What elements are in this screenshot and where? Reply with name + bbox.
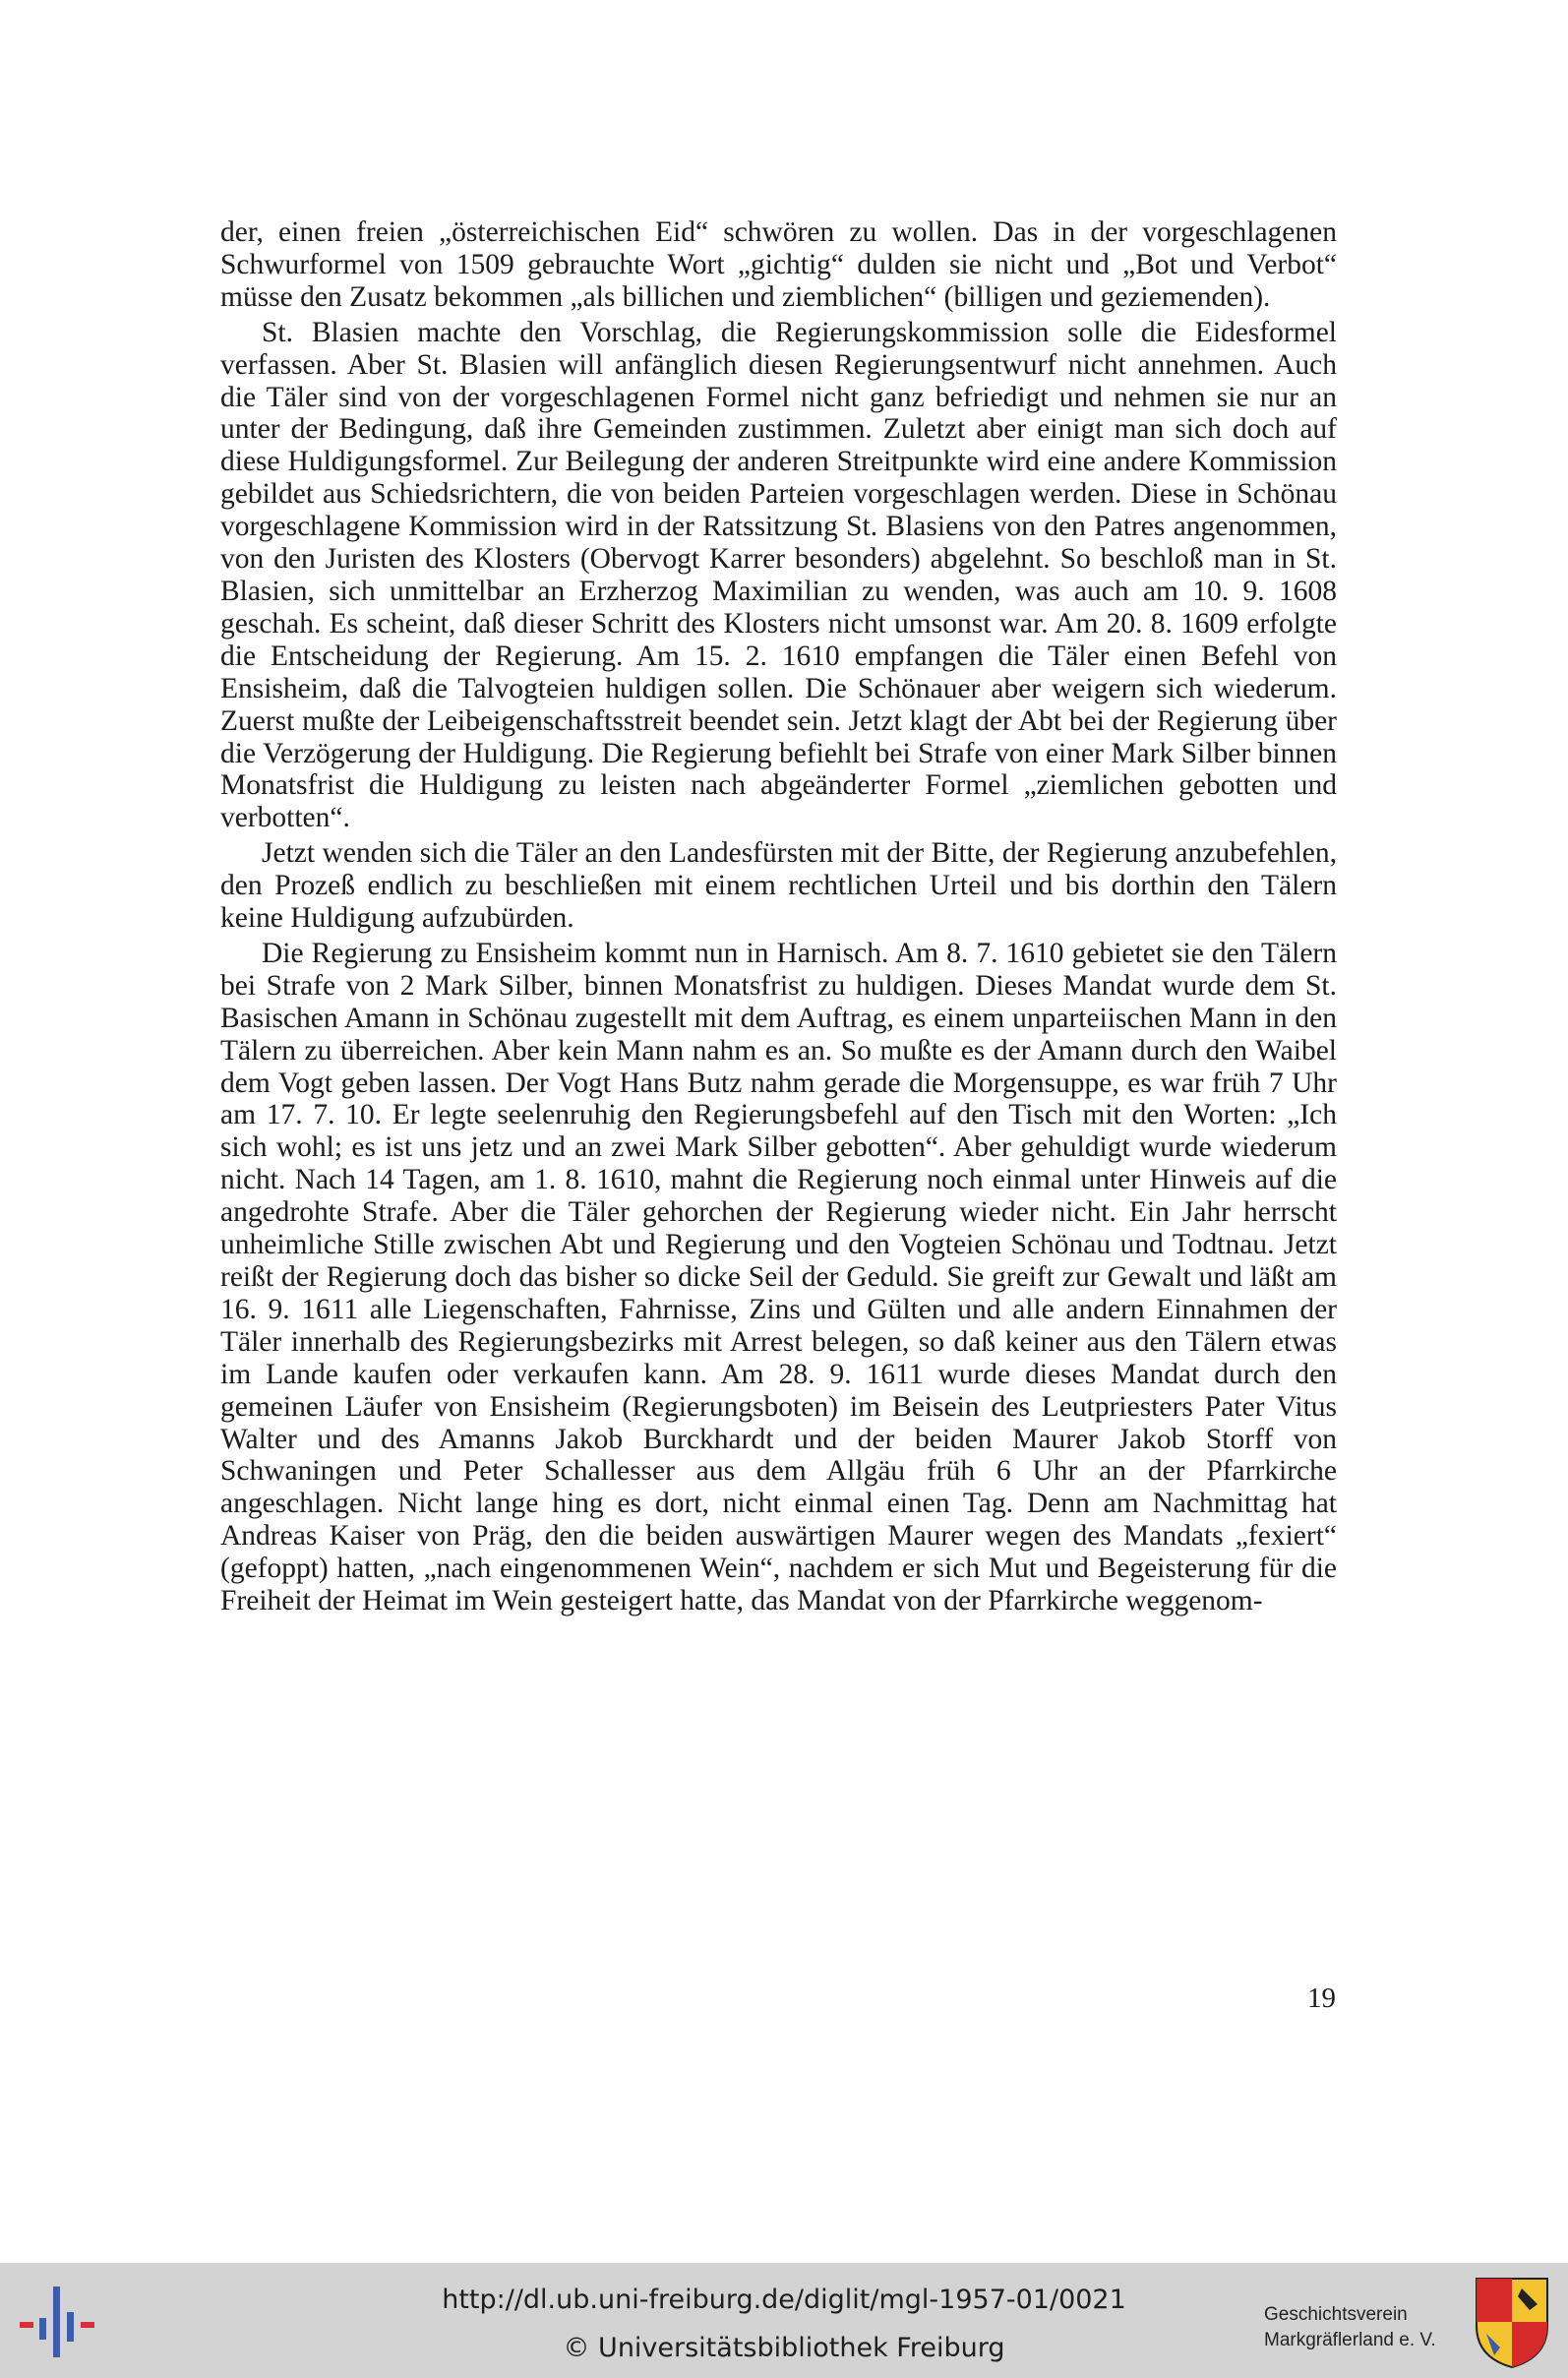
viewer-footer — [0, 2263, 1568, 2378]
body-text — [220, 216, 1337, 1620]
copyright-text: © Universitätsbibliothek Freiburg — [563, 2333, 1005, 2363]
paragraph-3: Jetzt wenden sich die Täler an den Landesfürsten mit der Bitte, der Regierung anzubefehlen, den Prozeß endlich zu beschließen mit einem rechtlichen Urteil und bis dorthin den Tälern keine Huldigung aufzubürden. — [220, 837, 1337, 935]
coat-of-arms-icon — [1473, 2275, 1551, 2369]
page-number: 19 — [1307, 1982, 1336, 2014]
society-name — [1264, 2302, 1466, 2353]
document-url-link[interactable]: http://dl.ub.uni-freiburg.de/diglit/mgl-1957-01/0021 — [442, 2285, 1126, 2315]
society-line-1: Geschichtsverein — [1264, 2304, 1408, 2325]
paragraph-2: St. Blasien machte den Vorschlag, die Regierungskommission solle die Eidesformel verfassen. Aber St. Blasien will anfänglich diesen Regierungsentwurf nicht annehmen. Auch die Täler sind von der vorgeschlagenen Formel nicht ganz befriedigt und nehmen sie nur an unter der Bedingung, daß ihre Gemeinden zustimmen. Zuletzt aber einigt man sich doch auf diese Huldigungsformel. Zur Beilegung der anderen Streitpunkte wird eine andere Kommission gebildet aus Schiedsrichtern, die von beiden Parteien vorgeschlagen werden. Diese in Schönau vorgeschlagene Kommission wird in der Ratssitzung St. Blasiens von den Patres angenommen, von den Juristen des Klosters (Obervogt Karrer besonders) abgelehnt. So beschloß man in St. Blasien, sich unmittelbar an Erzherzog Maximilian zu wenden, was auch am 10. 9. 1608 geschah. Es scheint, daß dieser Schritt des Klosters nicht umsonst war. Am 20. 8. 1609 erfolgte die Entscheidung der Regierung. Am 15. 2. 1610 empfangen die Täler einen Befehl von Ensisheim, daß die Talvogteien huldigen sollen. Die Schönauer aber weigern sich wiederum. Zuerst mußte der Leibeigenschaftsstreit beendet sein. Jetzt klagt der Abt bei der Regierung über die Verzögerung der Huldigung. Die Regierung befiehlt bei Strafe von einer Mark Silber binnen Monatsfrist die Huldigung zu leisten nach abgeänderter Formel „ziemlichen gebotten und verbotten“. — [220, 316, 1337, 834]
paragraph-1: der, einen freien „österreichischen Eid“ schwören zu wollen. Das in der vorgeschlagenen Schwurformel von 1509 gebrauchte Wort „gichtig“ dulden sie nicht und „Bot und Verbot“ müsse den Zusatz bekommen „als billichen und ziemblichen“ (billigen und geziemenden). — [220, 216, 1337, 313]
society-line-2: Markgräflerland e. V. — [1264, 2330, 1436, 2350]
paragraph-4: Die Regierung zu Ensisheim kommt nun in Harnisch. Am 8. 7. 1610 gebietet sie den Tälern bei Strafe von 2 Mark Silber, binnen Monatsfrist zu huldigen. Dieses Mandat wurde dem St. Basischen Amann in Schönau zugestellt mit dem Auftrag, es einem unparteiischen Mann in den Tälern zu überreichen. Aber kein Mann nahm es an. So mußte es der Amann durch den Waibel dem Vogt geben lassen. Der Vogt Hans Butz nahm gerade die Morgensuppe, es war früh 7 Uhr am 17. 7. 10. Er legte seelenruhig den Regierungsbefehl auf den Tisch mit den Worten: „Ich sich wohl; es ist uns jetz und an zwei Mark Silber gebotten“. Aber gehuldigt wurde wiederum nicht. Nach 14 Tagen, am 1. 8. 1610, mahnt die Regierung noch einmal unter Hinweis auf die angedrohte Strafe. Aber die Täler gehorchen der Regierung wieder nicht. Ein Jahr herrscht unheimliche Stille zwischen Abt und Regierung und den Vogteien Schönau und Todtnau. Jetzt reißt der Regierung doch das bisher so dicke Seil der Geduld. Sie greift zur Gewalt und läßt am 16. 9. 1611 alle Liegenschaften, Fahrnisse, Zins und Gülten und alle andern Einnahmen der Täler innerhalb des Regierungsbezirks mit Arrest belegen, so daß keiner aus den Tälern etwas im Lande kaufen oder verkaufen kann. Am 28. 9. 1611 wurde dieses Mandat durch den gemeinen Läufer von Ensisheim (Regierungsboten) im Beisein des Leutpriesters Pater Vitus Walter und des Amanns Jakob Burckhardt und der beiden Maurer Jakob Storff von Schwaningen und Peter Schallesser aus dem Allgäu früh 6 Uhr an der Pfarrkirche angeschlagen. Nicht lange hing es dort, nicht einmal einen Tag. Denn am Nachmittag hat Andreas Kaiser von Präg, den die beiden auswärtigen Maurer wegen des Mandats „fexiert“ (gefoppt) hatten, „nach eingenommenen Wein“, nachdem er sich Mut und Begeisterung für die Freiheit der Heimat im Wein gesteigert hatte, das Mandat von der Pfarrkirche weggenom- — [220, 937, 1337, 1617]
